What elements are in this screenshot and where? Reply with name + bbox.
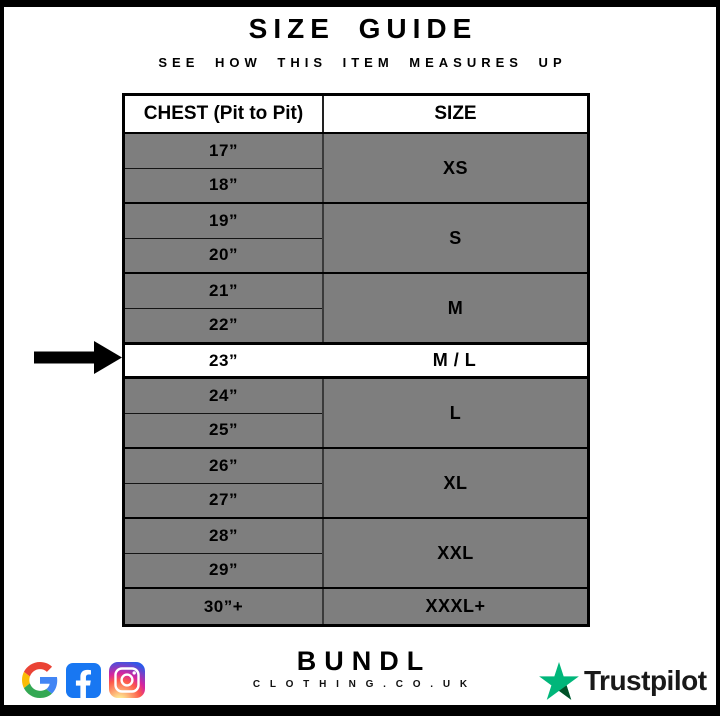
chest-value: 30”+ xyxy=(203,596,244,616)
chest-column xyxy=(125,449,324,517)
chest-column xyxy=(125,204,324,272)
current-size-arrow-icon xyxy=(34,341,122,374)
size-value: M xyxy=(447,297,464,318)
chest-column xyxy=(125,589,324,624)
size-table-header-row xyxy=(125,96,587,134)
size-group-xxxl+ xyxy=(125,587,587,624)
chest-value: 22” xyxy=(125,308,322,343)
size-value: XS xyxy=(442,157,468,178)
column-header-size: SIZE xyxy=(434,103,477,124)
chest-column xyxy=(125,345,322,376)
chest-value: 28” xyxy=(209,525,238,545)
size-group-ml xyxy=(125,342,587,376)
page-subtitle: SEE HOW THIS ITEM MEASURES UP xyxy=(158,55,567,70)
chest-column xyxy=(125,379,324,447)
size-group-xl xyxy=(125,447,587,517)
size-table-body xyxy=(125,134,587,624)
page-title: SIZE GUIDE xyxy=(248,13,478,44)
chest-column xyxy=(125,274,324,342)
size-group-xxl xyxy=(125,517,587,587)
trustpilot-logo xyxy=(539,662,707,700)
chest-value: 18” xyxy=(125,168,322,203)
chest-value: 26” xyxy=(209,455,238,475)
brand-domain: C L O T H I N G . C O . U K xyxy=(252,679,471,690)
chest-value: 23” xyxy=(209,350,238,370)
chest-value: 21” xyxy=(209,280,238,300)
chest-column xyxy=(125,519,324,587)
size-value: L xyxy=(449,402,462,423)
size-group-xs xyxy=(125,134,587,202)
chest-column xyxy=(125,134,324,202)
size-value: XXL xyxy=(437,542,474,563)
size-group-s xyxy=(125,202,587,272)
chest-value: 24” xyxy=(209,385,238,405)
chest-value: 17” xyxy=(209,140,238,160)
size-value: XL xyxy=(443,472,468,493)
column-header-chest: CHEST (Pit to Pit) xyxy=(125,96,324,132)
chest-value: 20” xyxy=(125,238,322,273)
trustpilot-star-icon xyxy=(539,662,579,700)
size-group-l xyxy=(125,376,587,447)
size-table xyxy=(122,93,590,627)
trustpilot-wordmark: Trustpilot xyxy=(584,665,707,696)
chest-value: 29” xyxy=(125,553,322,588)
brand-name: BUNDL xyxy=(296,646,432,676)
chest-value: 19” xyxy=(209,210,238,230)
chest-value: 25” xyxy=(125,413,322,448)
size-value: S xyxy=(449,227,462,248)
size-value: XXXL+ xyxy=(425,596,486,616)
chest-value: 27” xyxy=(125,483,322,518)
size-group-m xyxy=(125,272,587,342)
size-value: M / L xyxy=(432,350,477,370)
